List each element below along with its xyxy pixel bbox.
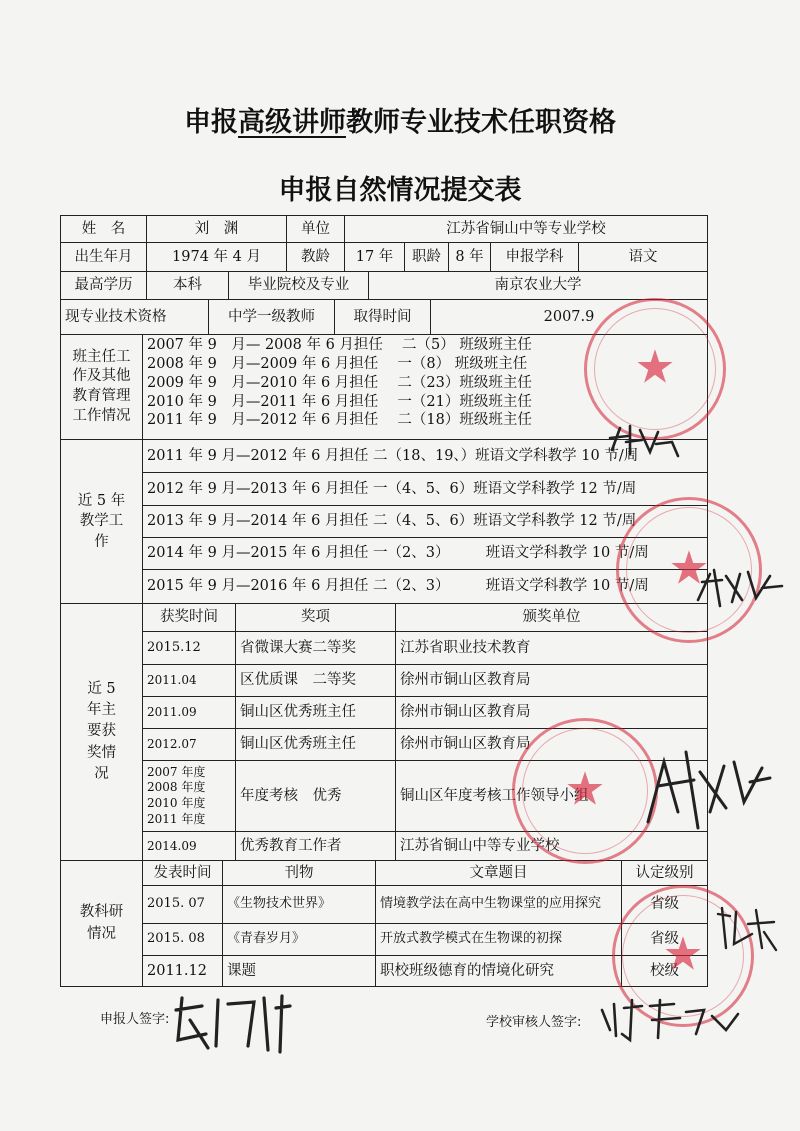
award-time: 2007 年度 2008 年度 2010 年度 2011 年度 bbox=[143, 761, 236, 832]
qual-value: 中学一级教师 bbox=[209, 300, 335, 335]
unit-value: 江苏省铜山中等专业学校 bbox=[345, 216, 708, 243]
award-org: 徐州市铜山区教育局 bbox=[396, 729, 708, 761]
basic-info-table bbox=[60, 215, 708, 243]
teach-age-label: 教龄 bbox=[287, 243, 345, 272]
form-subtitle: 申报自然情况提交表 bbox=[278, 175, 522, 206]
name-label: 姓 名 bbox=[61, 216, 147, 243]
signature-icon bbox=[168, 990, 298, 1058]
award-time: 2011.04 bbox=[143, 665, 236, 697]
awards-header-award: 奖项 bbox=[236, 604, 396, 632]
award-name: 铜山区优秀班主任 bbox=[236, 729, 396, 761]
qual-label: 现专业技术资格 bbox=[61, 300, 209, 335]
award-org: 徐州市铜山区教育局 bbox=[396, 665, 708, 697]
award-name: 优秀教育工作者 bbox=[236, 832, 396, 861]
headteacher-line: 2009 年 9 月—2010 年 6 月担任 二（23）班级班主任 bbox=[147, 374, 532, 391]
school-seal-icon bbox=[584, 298, 726, 440]
research-title: 职校班级德育的情境化研究 bbox=[376, 956, 622, 987]
headteacher-label: 班主任工作及其他教育管理工作情况 bbox=[61, 335, 143, 440]
award-org: 江苏省铜山中等专业学校 bbox=[396, 832, 708, 861]
edu-value: 本科 bbox=[147, 272, 229, 300]
awards-header-time: 获奖时间 bbox=[143, 604, 236, 632]
research-header-time: 发表时间 bbox=[143, 861, 223, 886]
page-title: 申报高级讲师教师专业技术任职资格 bbox=[184, 107, 616, 138]
research-journal: 《生物技术世界》 bbox=[223, 886, 376, 924]
research-journal: 课题 bbox=[223, 956, 376, 987]
school-value: 南京农业大学 bbox=[369, 272, 708, 300]
awards-header-org: 颁奖单位 bbox=[396, 604, 708, 632]
research-header-journal: 刊物 bbox=[223, 861, 376, 886]
research-time: 2015. 08 bbox=[143, 924, 223, 956]
research-time: 2011.12 bbox=[143, 956, 223, 987]
headteacher-line: 2010 年 9 月—2011 年 6 月担任 一（21）班级班主任 bbox=[147, 393, 532, 410]
signature-icon bbox=[596, 996, 746, 1046]
subject-value: 语文 bbox=[579, 243, 708, 272]
award-org: 徐州市铜山区教育局 bbox=[396, 697, 708, 729]
teaching-table bbox=[60, 439, 708, 604]
award-name: 铜山区优秀班主任 bbox=[236, 697, 396, 729]
research-level: 省级 bbox=[622, 886, 708, 924]
school-seal-icon bbox=[512, 718, 658, 864]
teaching-line: 2012 年 9 月—2013 年 6 月担任 一（4、5、6）班语文学科教学 12 节/周 bbox=[143, 473, 708, 506]
award-org: 江苏省职业技术教育 bbox=[396, 632, 708, 665]
research-header-level: 认定级别 bbox=[622, 861, 708, 886]
research-level: 省级 bbox=[622, 924, 708, 956]
teaching-line: 2011 年 9 月—2012 年 6 月担任 二（18、19、）班语文学科教学 10 节/周 bbox=[143, 440, 708, 473]
award-time: 2015.12 bbox=[143, 632, 236, 665]
school-label: 毕业院校及专业 bbox=[229, 272, 369, 300]
award-name: 省微课大赛二等奖 bbox=[236, 632, 396, 665]
edu-label: 最高学历 bbox=[61, 272, 147, 300]
research-time: 2015. 07 bbox=[143, 886, 223, 924]
teaching-line: 2014 年 9 月—2015 年 6 月担任 一（2、3） 班语文学科教学 10 节/周 bbox=[143, 538, 708, 570]
research-title: 情境教学法在高中生物课堂的应用探究 bbox=[376, 886, 622, 924]
research-title: 开放式教学模式在生物课的初探 bbox=[376, 924, 622, 956]
rank-field: 高级讲师 bbox=[238, 107, 346, 138]
signature-icon bbox=[638, 742, 778, 834]
award-time: 2011.09 bbox=[143, 697, 236, 729]
birth-row-table bbox=[60, 242, 708, 272]
signature-icon bbox=[712, 904, 782, 956]
subject-label: 申报学科 bbox=[491, 243, 579, 272]
research-header-title: 文章题目 bbox=[376, 861, 622, 886]
reviewer-sign-label: 学校审核人签字: bbox=[486, 1015, 582, 1030]
name-value: 刘 渊 bbox=[147, 216, 287, 243]
headteacher-line: 2011 年 9 月—2012 年 6 月担任 二（18）班级班主任 bbox=[147, 412, 532, 429]
teach-age-value: 17 年 bbox=[345, 243, 405, 272]
teaching-line: 2015 年 9 月—2016 年 6 月担任 二（2、3） 班语文学科教学 10 节/周 bbox=[143, 570, 708, 604]
birth-label: 出生年月 bbox=[61, 243, 147, 272]
research-level: 校级 bbox=[622, 956, 708, 987]
research-label: 教科研情况 bbox=[61, 861, 143, 987]
award-time: 2014.09 bbox=[143, 832, 236, 861]
headteacher-line: 2007 年 9 月— 2008 年 6 月担任 二（5） 班级班主任 bbox=[147, 337, 532, 353]
award-time: 2012.07 bbox=[143, 729, 236, 761]
award-name: 区优质课 二等奖 bbox=[236, 665, 396, 697]
applicant-sign-label: 申报人签字: bbox=[100, 1012, 170, 1027]
post-age-label: 职龄 bbox=[405, 243, 449, 272]
signature-icon bbox=[606, 420, 686, 460]
signature-icon bbox=[692, 560, 788, 612]
birth-value: 1974 年 4 月 bbox=[147, 243, 287, 272]
qual-time-value: 2007.9 bbox=[431, 300, 708, 335]
award-name: 年度考核 优秀 bbox=[236, 761, 396, 832]
headteacher-line: 2008 年 9 月—2009 年 6 月担任 一（8） 班级班主任 bbox=[147, 355, 528, 372]
research-table bbox=[60, 860, 708, 987]
unit-label: 单位 bbox=[287, 216, 345, 243]
qual-time-label: 取得时间 bbox=[335, 300, 431, 335]
teaching-line: 2013 年 9 月—2014 年 6 月担任 二（4、5、6）班语文学科教学 12 节/周 bbox=[143, 506, 708, 538]
awards-label: 近 5 年主要获奖情况 bbox=[61, 604, 143, 861]
edu-row-table bbox=[60, 271, 708, 300]
post-age-value: 8 年 bbox=[449, 243, 491, 272]
research-journal: 《青春岁月》 bbox=[223, 924, 376, 956]
teaching-label: 近 5 年教学工作 bbox=[61, 440, 143, 604]
award-org: 铜山区年度考核工作领导小组 bbox=[396, 761, 708, 832]
